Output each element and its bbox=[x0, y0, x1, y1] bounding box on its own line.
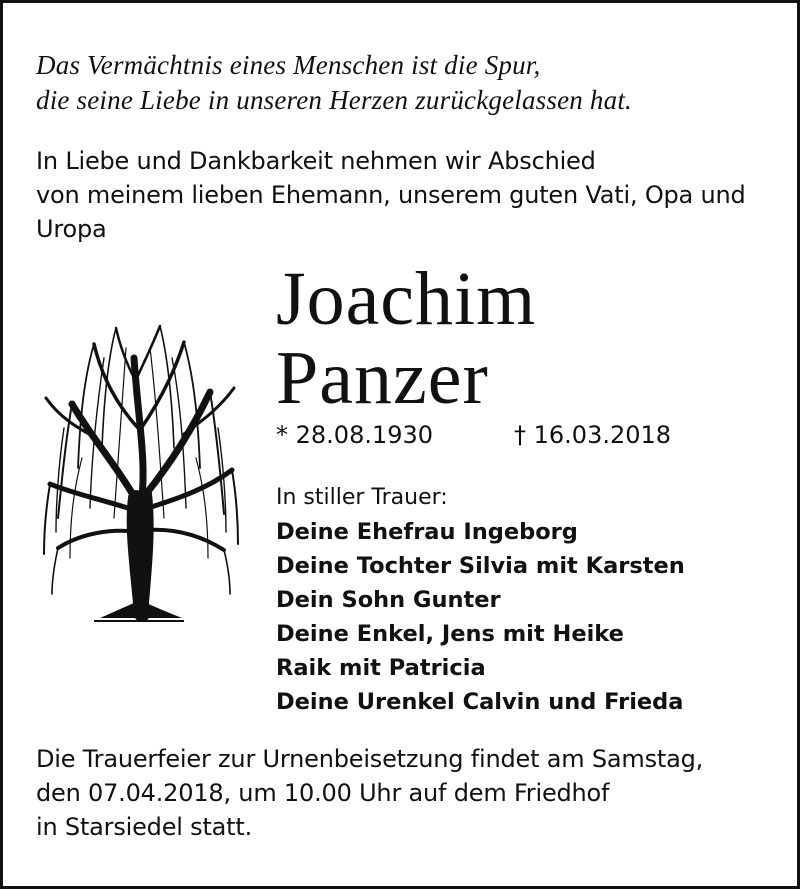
mourners-block bbox=[276, 481, 685, 719]
mourner-name: Deine Ehefrau Ingeborg bbox=[276, 519, 578, 545]
mourner-name: Deine Enkel, Jens mit Heike bbox=[276, 621, 624, 647]
mourner-name: Deine Tochter Silvia mit Karsten bbox=[276, 553, 685, 579]
mourner-name: Deine Urenkel Calvin und Frieda bbox=[276, 689, 684, 715]
birth-date: * 28.08.1930 bbox=[276, 421, 434, 449]
farewell-intro bbox=[36, 144, 746, 246]
deceased-last-name: Panzer bbox=[276, 336, 489, 420]
bare-tree-icon bbox=[34, 318, 244, 622]
funeral-line: den 07.04.2018, um 10.00 Uhr auf dem Friedhof bbox=[36, 779, 610, 807]
funeral-line: in Starsiedel statt. bbox=[36, 813, 253, 841]
intro-line: Uropa bbox=[36, 215, 107, 243]
death-date: † 16.03.2018 bbox=[514, 421, 672, 449]
mourners-label: In stiller Trauer: bbox=[276, 485, 448, 510]
intro-line: In Liebe und Dankbarkeit nehmen wir Abschied bbox=[36, 147, 596, 175]
intro-line: von meinem lieben Ehemann, unserem guten Vati, Opa und bbox=[36, 181, 746, 209]
quote-line: Das Vermächtnis eines Menschen ist die Spur, bbox=[36, 50, 541, 80]
deceased-first-name: Joachim bbox=[276, 257, 537, 341]
funeral-details bbox=[36, 742, 703, 844]
funeral-line: Die Trauerfeier zur Urnenbeisetzung findet am Samstag, bbox=[36, 745, 704, 773]
quote-line: die seine Liebe in unseren Herzen zurückgelassen hat. bbox=[36, 85, 632, 115]
mourner-name: Dein Sohn Gunter bbox=[276, 587, 501, 613]
mourner-name: Raik mit Patricia bbox=[276, 655, 486, 681]
memorial-quote bbox=[36, 48, 632, 118]
